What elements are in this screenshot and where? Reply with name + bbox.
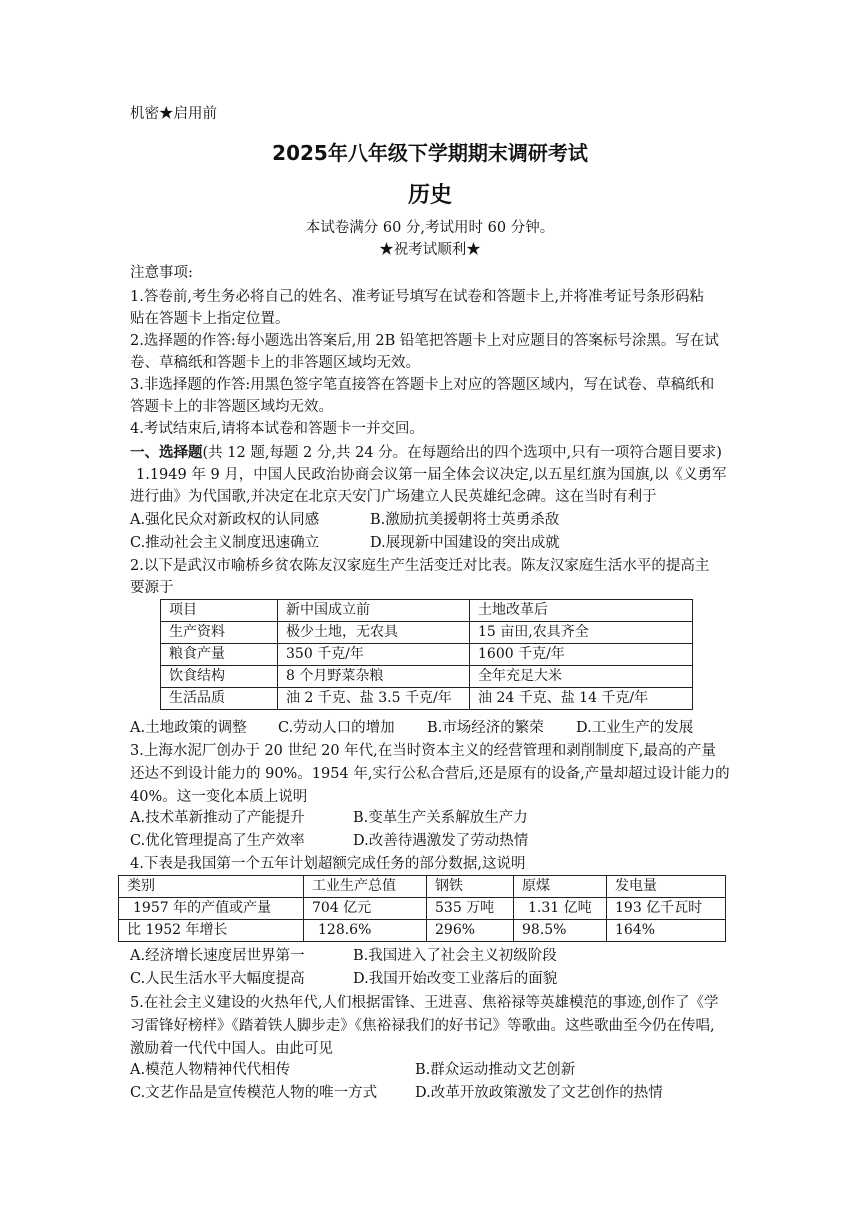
notes-heading: 注意事项: [130,265,193,281]
table-cell: 极少土地，无农具 [278,622,470,644]
q5-option-b: B.群众运动推动文艺创新 [415,1062,576,1078]
subject-title: 历史 [407,183,452,208]
table-cell: 704 亿元 [304,898,427,920]
table-cell: 钢铁 [427,876,514,898]
question-5-text: 激励着一代代中国人。由此可见 [130,1041,333,1057]
q3-option-c: C.优化管理提高了生产效率 [130,833,305,849]
table-cell: 项目 [161,600,278,622]
question-5-text: 习雷锋好榜样》《踏着铁人脚步走》《焦裕禄我们的好书记》等歌曲。这些歌曲至今仍在传唱, [130,1018,715,1034]
q1-option-b: B.激励抗美援朝将士英勇杀敌 [370,512,560,528]
table-row [119,920,726,942]
q1-option-a: A.强化民众对新政权的认同感 [130,512,320,528]
table-row [161,644,693,666]
table-cell: 原煤 [514,876,607,898]
question-3-text: 40%。这一变化本质上说明 [130,789,308,805]
table-cell: 发电量 [607,876,726,898]
table-cell: 1.31 亿吨 [514,898,607,920]
table-row [161,666,693,688]
q4-option-b: B.我国进入了社会主义初级阶段 [353,948,557,964]
q1-option-d: D.展现新中国建设的突出成就 [370,535,560,551]
table-cell: 164% [607,920,726,942]
table-row [161,688,693,710]
q5-option-c: C.文艺作品是宣传模范人物的唯一方式 [130,1085,378,1101]
q4-option-c: C.人民生活水平大幅度提高 [130,971,305,987]
notes-line: 贴在答题卡上指定位置。 [130,311,290,327]
table-cell: 8 个月野菜杂粮 [278,666,470,688]
q2-option-b: B.市场经济的繁荣 [427,720,544,736]
table-cell: 296% [427,920,514,942]
table-cell: 粮食产量 [161,644,278,666]
q5-option-a: A.模范人物精神代代相传 [130,1062,291,1078]
table-cell: 98.5% [514,920,607,942]
table-row [161,600,693,622]
table-cell: 比 1952 年增长 [119,920,304,942]
notes-line: 2.选择题的作答:每小题选出答案后,用 2B 铅笔把答题卡上对应题目的答案标号涂黑。写在试 [130,333,719,349]
notes-line: 3.非选择题的作答:用黑色签字笔直接答在答题卡上对应的答题区域内，写在试卷、草稿纸和 [130,377,715,393]
table-cell: 新中国成立前 [278,600,470,622]
table-row [161,622,693,644]
table-cell: 饮食结构 [161,666,278,688]
secret-label: 机密★启用前 [130,106,217,122]
table-cell: 油 2 千克、盐 3.5 千克/年 [278,688,470,710]
table-cell: 全年充足大米 [470,666,693,688]
q4-option-a: A.经济增长速度居世界第一 [130,948,305,964]
section-label: 一、选择题 [130,445,203,461]
question-4-text: 4.下表是我国第一个五年计划超额完成任务的部分数据,这说明 [130,856,526,872]
table-cell: 1957 年的产值或产量 [119,898,304,920]
question-5-text: 5.在社会主义建设的火热年代,人们根据雷锋、王进喜、焦裕禄等英雄模范的事迹,创作了《学 [130,995,719,1011]
table-cell: 1600 千克/年 [470,644,693,666]
q1-option-c: C.推动社会主义制度迅速确立 [130,535,320,551]
question-3-text: 还达不到设计能力的 90%。1954 年,实行公私合营后,还是原有的设备,产量却超过设计能力的 [130,766,730,782]
question-3-text: 3.上海水泥厂创办于 20 世纪 20 年代,在当时资本主义的经营管理和剥削制度下,最高的产量 [130,743,716,759]
table-cell: 535 万吨 [427,898,514,920]
question-2-text: 2.以下是武汉市喻桥乡贫农陈友汉家庭生产生活变迁对比表。陈友汉家庭生活水平的提高主 [130,558,710,574]
q3-option-b: B.变革生产关系解放生产力 [353,810,528,826]
table-cell: 15 亩田,农具齐全 [470,622,693,644]
q4-table [118,875,726,942]
question-1-text: 1.1949 年 9 月，中国人民政治协商会议第一届全体会议决定,以五星红旗为国旗,以《义勇军 [136,467,727,483]
notes-line: 4.考试结束后,请将本试卷和答题卡一并交回。 [130,421,424,437]
section-heading [130,443,722,463]
notes-line: 1.答卷前,考生务必将自己的姓名、准考证号填写在试卷和答题卡上,并将准考证号条形码粘 [130,289,705,305]
table-cell: 油 24 千克、盐 14 千克/年 [470,688,693,710]
exam-title: 2025年八年级下学期期末调研考试 [272,141,588,165]
q5-option-d: D.改革开放政策激发了文艺创作的热情 [415,1085,663,1101]
table-cell: 土地改革后 [470,600,693,622]
table-cell: 128.6% [304,920,427,942]
section-description: (共 12 题,每题 2 分,共 24 分。在每题给出的四个选项中,只有一项符合题目要求) [202,445,722,461]
notes-line: 答题卡上的非答题区域均无效。 [130,399,333,415]
question-1-text: 进行曲》为代国歌,并决定在北京天安门广场建立人民英雄纪念碑。这在当时有利于 [130,489,657,505]
table-cell: 350 千克/年 [278,644,470,666]
table-cell: 生产资料 [161,622,278,644]
q3-option-a: A.技术革新推动了产能提升 [130,810,305,826]
exam-info: 本试卷满分 60 分,考试用时 60 分钟。 [305,220,555,236]
q3-option-d: D.改善待遇激发了劳动热情 [353,833,529,849]
exam-wish: ★祝考试顺利★ [379,242,481,258]
question-2-text: 要源于 [130,580,174,596]
table-cell: 生活品质 [161,688,278,710]
table-row [119,898,726,920]
q2-option-c: C.劳动人口的增加 [278,720,395,736]
q2-option-d: D.工业生产的发展 [576,720,694,736]
q2-option-a: A.土地政策的调整 [130,720,247,736]
table-cell: 193 亿千瓦时 [607,898,726,920]
table-row [119,876,726,898]
table-cell: 工业生产总值 [304,876,427,898]
q4-option-d: D.我国开始改变工业落后的面貌 [353,971,558,987]
notes-line: 卷、草稿纸和答题卡上的非答题区域均无效。 [130,355,420,371]
q2-table [160,599,693,710]
table-cell: 类别 [119,876,304,898]
